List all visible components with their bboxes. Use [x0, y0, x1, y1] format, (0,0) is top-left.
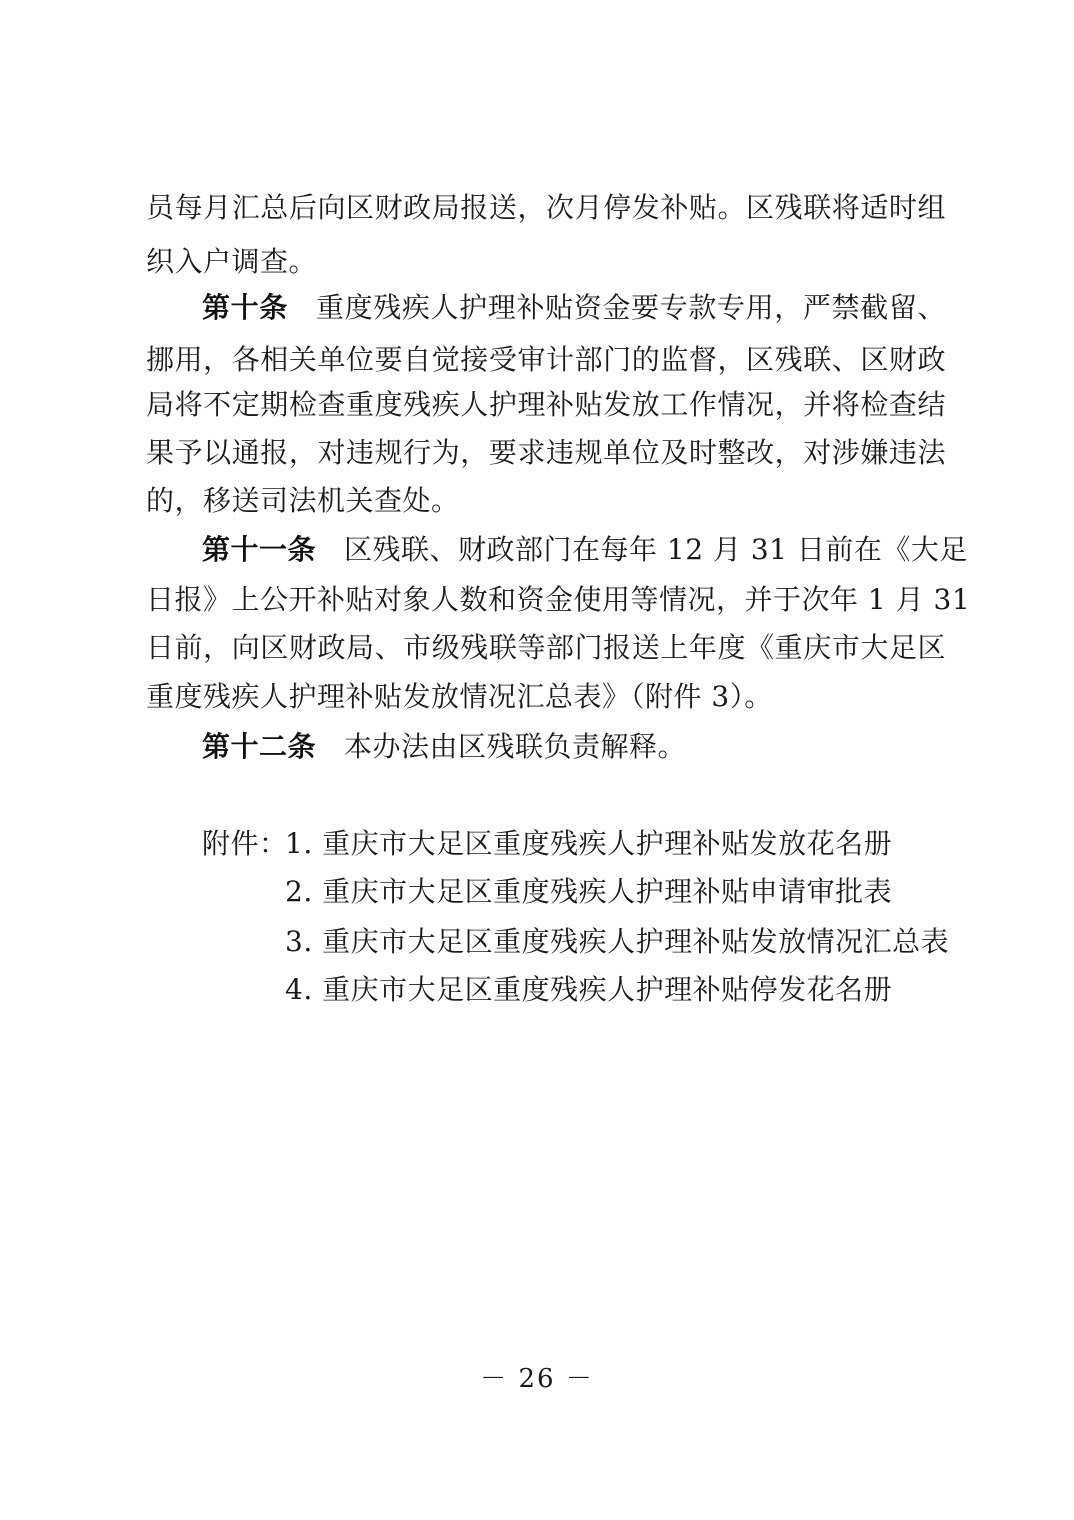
- paragraph-line: 果予以通报，对违规行为，要求违规单位及时整改，对涉嫌违法: [146, 436, 946, 469]
- paragraph-line: 区残联、财政部门在每年 12 月 31 日前在《大足: [344, 533, 968, 566]
- article-11-first-line: [202, 530, 968, 570]
- paragraph-line: 挪用，各相关单位要自觉接受审计部门的监督，区残联、区财政: [146, 343, 946, 376]
- paragraph-line: 日报》上公开补贴对象人数和资金使用等情况，并于次年 1 月 31: [146, 583, 971, 616]
- paragraph-line: 局将不定期检查重度残疾人护理补贴发放工作情况，并将检查结: [146, 388, 946, 421]
- article-10-first-line: [202, 288, 946, 328]
- paragraph-line: 日前，向区财政局、市级残联等部门报送上年度《重庆市大足区: [146, 631, 946, 664]
- article-11-heading: 第十一条: [202, 533, 317, 566]
- paragraph-line: 的，移送司法机关查处。: [146, 484, 460, 517]
- article-12-line: [202, 727, 946, 767]
- attachment-item: 4. 重庆市大足区重度残疾人护理补贴停发花名册: [285, 973, 893, 1006]
- article-10-heading: 第十条: [202, 291, 288, 324]
- attachment-item: 2. 重庆市大足区重度残疾人护理补贴申请审批表: [285, 875, 893, 908]
- attachments-label: 附件：: [202, 827, 288, 860]
- paragraph-line: 重度残疾人护理补贴发放情况汇总表》（附件 3）。: [146, 680, 773, 713]
- paragraph-line: 本办法由区残联负责解释。: [344, 730, 687, 763]
- attachment-item: 1. 重庆市大足区重度残疾人护理补贴发放花名册: [285, 827, 893, 860]
- page-number: － 26 －: [480, 1364, 594, 1394]
- paragraph-line: 员每月汇总后向区财政局报送，次月停发补贴。区残联将适时组: [146, 191, 946, 224]
- article-12-heading: 第十二条: [202, 730, 317, 763]
- attachment-item: 3. 重庆市大足区重度残疾人护理补贴发放情况汇总表: [285, 925, 950, 958]
- paragraph-line: 重度残疾人护理补贴资金要专款专用，严禁截留、: [315, 291, 946, 324]
- paragraph-line: 织入户调查。: [146, 245, 318, 278]
